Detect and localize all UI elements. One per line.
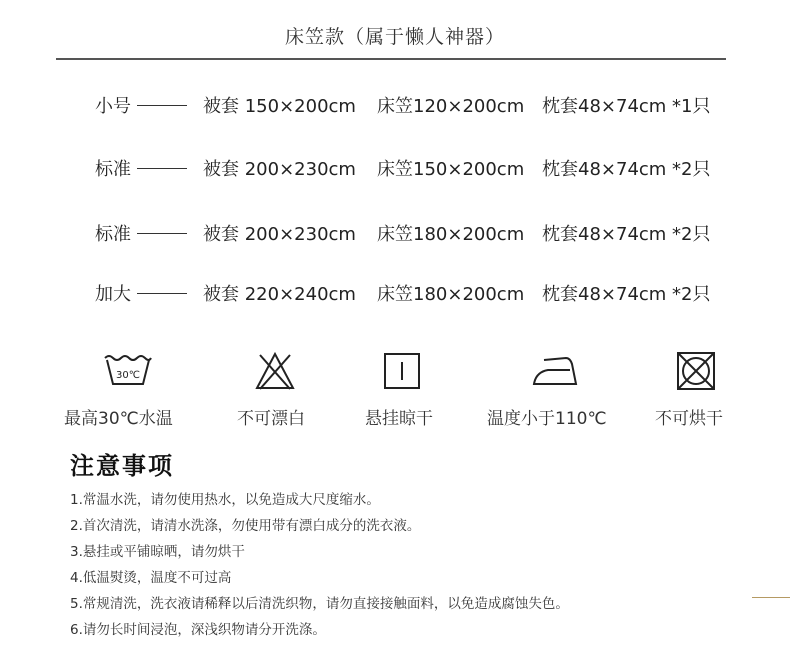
care-label-wash: 最高30℃水温 — [64, 409, 173, 429]
care-label-iron: 温度小于110℃ — [487, 409, 607, 429]
size-label: 标准 — [95, 159, 131, 180]
duvet-size: 被套 200×230cm — [203, 159, 356, 180]
care-label-hang-dry: 悬挂晾干 — [365, 409, 433, 429]
note-item: 3.悬挂或平铺晾晒，请勿烘干 — [70, 544, 245, 560]
pillowcase-size: 枕套48×74cm *2只 — [542, 284, 711, 305]
pillowcase-size: 枕套48×74cm *2只 — [542, 224, 711, 245]
iron-icon — [530, 352, 580, 390]
size-dash — [137, 233, 187, 234]
pillowcase-size: 枕套48×74cm *2只 — [542, 159, 711, 180]
no-bleach-icon — [254, 351, 296, 391]
size-dash — [137, 105, 187, 106]
fitted-sheet-size: 床笠180×200cm — [377, 224, 525, 245]
size-label: 加大 — [95, 284, 131, 305]
fitted-sheet-size: 床笠180×200cm — [377, 284, 525, 305]
page-title: 床笠款（属于懒人神器） — [284, 26, 505, 48]
care-label-no-bleach: 不可漂白 — [237, 409, 305, 429]
pillowcase-size: 枕套48×74cm *1只 — [542, 96, 711, 117]
note-item: 2.首次清洗，请清水洗涤，勿使用带有漂白成分的洗衣液。 — [70, 518, 421, 534]
notes-heading: 注意事项 — [70, 452, 174, 480]
no-tumble-dry-icon — [676, 351, 716, 391]
duvet-size: 被套 220×240cm — [203, 284, 356, 305]
care-label-no-tumble-dry: 不可烘干 — [655, 409, 723, 429]
size-dash — [137, 293, 187, 294]
size-dash — [137, 168, 187, 169]
hang-dry-icon — [383, 352, 421, 390]
note-item: 6.请勿长时间浸泡，深浅织物请分开洗涤。 — [70, 622, 326, 638]
note-item: 1.常温水洗，请勿使用热水，以免造成大尺度缩水。 — [70, 492, 380, 508]
fitted-sheet-size: 床笠150×200cm — [377, 159, 525, 180]
fitted-sheet-size: 床笠120×200cm — [377, 96, 525, 117]
size-label: 小号 — [95, 96, 131, 117]
duvet-size: 被套 200×230cm — [203, 224, 356, 245]
duvet-size: 被套 150×200cm — [203, 96, 356, 117]
note-item: 5.常规清洗，洗衣液请稀释以后清洗织物，请勿直接接触面料，以免造成腐蚀失色。 — [70, 596, 569, 612]
title-divider — [56, 58, 726, 60]
decorative-line — [752, 597, 790, 598]
wash-30-icon — [103, 352, 153, 388]
note-item: 4.低温熨烫，温度不可过高 — [70, 570, 232, 586]
wash-temperature-badge: 30℃ — [116, 370, 140, 381]
size-label: 标准 — [95, 224, 131, 245]
